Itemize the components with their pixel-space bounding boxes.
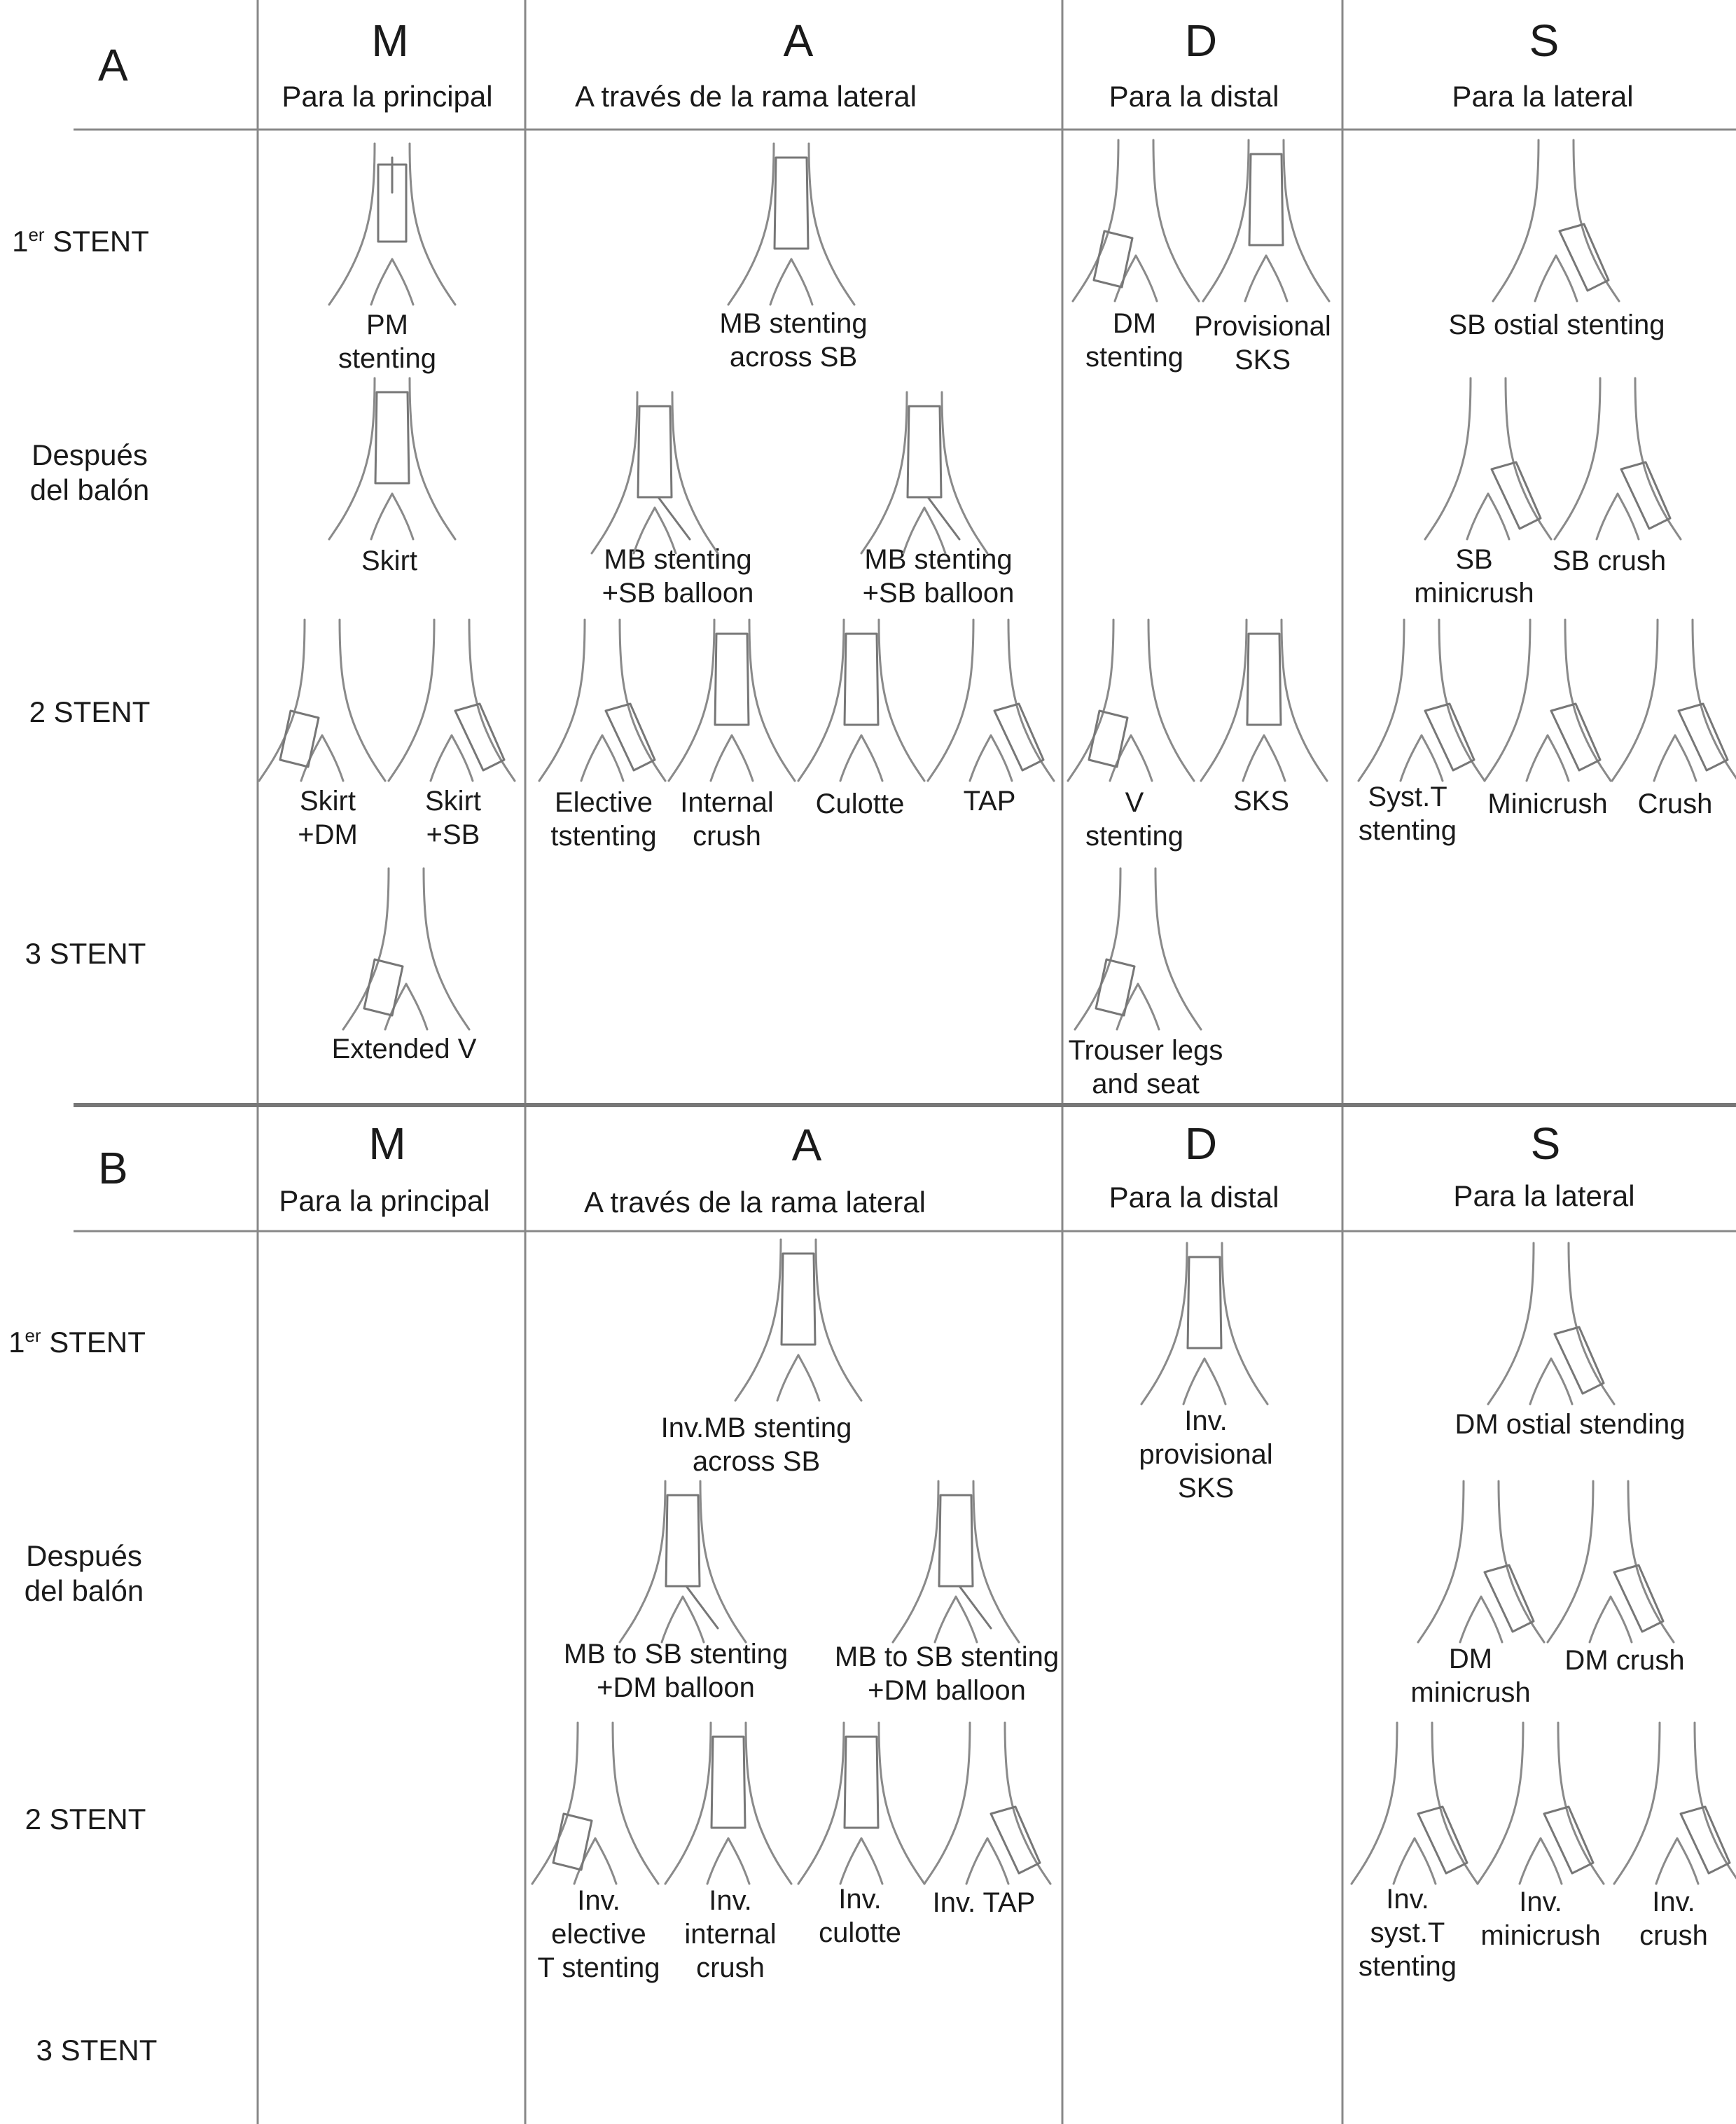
col-a-subtitle: A través de la rama lateral [584,1186,926,1219]
stent-outline [638,406,672,497]
technique-label: Elective tstenting [550,787,657,852]
bifurcation-sketch [1359,620,1485,788]
technique-label: Skirt +SB [425,786,481,850]
vessel-wall [431,735,473,781]
stent-outline [1247,634,1281,725]
vessel-wall [809,144,854,305]
technique-label: MB to SB stenting +DM balloon [563,1639,789,1703]
stent-outline [928,497,959,539]
vessel-wall [669,620,714,781]
technique-label: Inv. internal crush [684,1885,777,1983]
bifurcation-sketch [728,144,854,312]
vessel-wall [329,378,375,539]
stent-outline [711,1737,745,1828]
stent-outline [686,1586,718,1628]
vessel-wall [1073,140,1118,301]
vessel-wall [1535,256,1577,301]
vessel-wall [879,620,924,781]
vessel-wall [592,392,637,553]
bifurcation-sketch [1614,1723,1736,1891]
col-m-letter: M [371,15,409,66]
vessel-wall [424,868,469,1029]
stent-outline [959,1586,991,1628]
stent-outline [658,497,690,539]
col-d-subtitle: Para la distal [1109,80,1279,113]
vessel-wall [879,1723,924,1884]
vessel-wall [798,1723,844,1884]
stent-outline [666,1495,700,1586]
stent-outline [1249,154,1283,245]
vessel-wall [389,620,434,781]
vessel-wall [1612,620,1658,781]
technique-label: TAP [963,786,1016,817]
vessel-wall [1695,1723,1736,1884]
vessel-wall [620,1481,665,1642]
vessel-wall [840,1838,882,1884]
bifurcation-sketch [1203,140,1329,308]
vessel-wall [574,1838,616,1884]
technique-label: Skirt +DM [298,786,358,850]
stent-outline [553,1814,592,1870]
vessel-wall [770,259,812,305]
vessel-wall [1425,378,1471,539]
stent-outline [1089,711,1127,767]
row-label-1st-stent: 1er STENT [12,224,149,258]
technique-label: Inv.MB stenting across SB [660,1412,852,1477]
vessel-wall [259,620,305,781]
technique-label: Inv. minicrush [1480,1887,1601,1951]
stent-outline [845,634,878,725]
vessel-wall [665,1723,711,1884]
vessel-wall [735,1240,781,1401]
vessel-wall [1203,140,1249,301]
stent-outline [1096,959,1134,1015]
vessel-wall [893,1481,938,1642]
technique-label: SB ostial stenting [1448,310,1665,340]
col-a-letter: A [783,15,814,66]
vessel-wall [903,508,945,553]
stent-outline [1188,1257,1221,1348]
technique-label: MB stenting +SB balloon [602,544,754,609]
row-label-after-balloon: Después del balón [29,438,150,507]
vessel-wall [1654,735,1696,781]
vessel-wall [1153,140,1199,301]
vessel-wall [1155,868,1201,1029]
row-label-2-stent: 2 STENT [25,1803,146,1835]
vessel-wall [1590,1597,1632,1642]
stent-outline [845,1737,878,1828]
stent-outline [1094,231,1132,287]
vessel-wall [340,620,385,781]
vessel-wall [1597,494,1639,539]
vessel-wall [371,259,413,305]
col-s-letter: S [1529,15,1560,66]
vessel-wall [973,1481,1019,1642]
vessel-wall [1530,1359,1572,1404]
technique-label: Inv. provisional SKS [1139,1405,1273,1504]
vessel-wall [1284,140,1329,301]
stent-outline [782,1254,815,1345]
vessel-wall [1467,494,1509,539]
vessel-wall [1115,256,1157,301]
technique-label: MB stenting +SB balloon [862,544,1015,609]
bifurcation-sketch [798,620,924,788]
row-label-3-stent: 3 STENT [25,937,146,970]
row-label-after-balloon: Después del balón [24,1539,144,1608]
technique-label: Syst.T stenting [1358,782,1457,846]
vessel-wall [840,735,882,781]
stent-outline [280,711,319,767]
vessel-wall [1141,1243,1187,1404]
stent-outline [908,406,941,497]
bifurcation-sketch [343,868,469,1036]
technique-label: Inv. crush [1639,1887,1708,1951]
bifurcation-sketch [1485,620,1611,788]
technique-label: Trouser legs and seat [1068,1035,1223,1099]
technique-label: Inv. syst.T stenting [1358,1884,1457,1982]
col-a-subtitle: A través de la rama lateral [575,80,917,113]
technique-label: Crush [1637,789,1713,819]
bifurcation-sketch [1352,1723,1478,1891]
vessel-wall [746,1723,791,1884]
bifurcation-sketch [1548,1481,1674,1649]
bifurcation-sketch [329,144,455,312]
technique-label: Inv. TAP [932,1887,1036,1918]
bifurcation-sketch [665,1723,791,1891]
vessel-wall [1282,620,1327,781]
vessel-wall [371,494,413,539]
bifurcation-sketch [539,620,665,788]
bifurcation-sketch [1425,378,1551,546]
col-s-letter: S [1530,1118,1561,1169]
bifurcation-sketch [1493,140,1619,308]
bifurcation-sketch [259,620,385,788]
vessel-wall [861,392,907,553]
vessel-wall [711,735,753,781]
vessel-wall [1117,984,1159,1029]
vessel-wall [1148,620,1194,781]
col-a-letter: A [791,1120,822,1170]
technique-label: SKS [1232,786,1290,817]
vessel-wall [700,1481,746,1642]
technique-label: SB crush [1552,546,1667,576]
technique-label: DM stenting [1085,308,1184,373]
bifurcation-sketch [798,1723,924,1891]
bifurcation-sketch [592,392,718,560]
vessel-wall [1493,140,1539,301]
bifurcation-sketch [735,1240,861,1408]
col-s-subtitle: Para la lateral [1452,80,1634,113]
bifurcation-sketch [1068,620,1194,788]
vessel-wall [935,1597,977,1642]
vessel-wall [1488,1243,1534,1404]
row-label-2-stent: 2 STENT [29,695,151,728]
vessel-wall [634,508,676,553]
vessel-wall [532,1723,578,1884]
panel-a-label: A [98,40,128,90]
vessel-wall [343,868,389,1029]
vessel-wall [672,392,718,553]
bifurcation-sketch [1612,620,1736,788]
col-d-letter: D [1184,1118,1218,1169]
row-label-3-stent: 3 STENT [36,2034,158,2067]
vessel-wall [1418,1481,1464,1642]
vessel-wall [1527,735,1569,781]
vessel-wall [539,620,585,781]
vessel-wall [1075,868,1120,1029]
bifurcation-sketch [1478,1723,1604,1891]
vessel-wall [1245,256,1287,301]
technique-label: Skirt [361,546,417,576]
technique-label: PM stenting [338,310,437,374]
bifurcation-sketch [928,620,1054,788]
vessel-wall [385,984,427,1029]
col-m-subtitle: Para la principal [282,80,493,113]
bifurcation-sketch [389,620,515,788]
vessel-wall [613,1723,658,1884]
vessel-wall [966,1838,1008,1884]
vessel-wall [707,1838,749,1884]
bifurcation-sketch [861,392,987,560]
bifurcation-sketch [1201,620,1327,788]
technique-label: DM minicrush [1410,1644,1531,1708]
bifurcation-sketch [893,1481,1019,1649]
vessel-wall [928,620,973,781]
bifurcation-sketch [1418,1481,1544,1649]
vessel-wall [1183,1359,1225,1404]
vessel-wall [1460,1597,1502,1642]
technique-label: Internal crush [680,787,774,852]
technique-label: Inv. elective T stenting [537,1885,660,1983]
vessel-wall [970,735,1012,781]
stent-outline [375,392,409,483]
vessel-wall [1401,735,1443,781]
vessel-wall [410,144,455,305]
technique-label: V stenting [1085,787,1184,852]
vessel-wall [942,392,987,553]
col-d-subtitle: Para la distal [1109,1181,1279,1214]
bifurcation-sketch [532,1723,658,1891]
vessel-wall [728,144,774,305]
col-s-subtitle: Para la lateral [1453,1179,1635,1212]
technique-label: DM ostial stending [1454,1409,1686,1440]
vessel-wall [581,735,623,781]
vessel-wall [1201,620,1247,781]
bifurcation-sketch [1488,1243,1614,1411]
vessel-wall [816,1240,861,1401]
bifurcation-sketch [924,1723,1050,1891]
vessel-wall [410,378,455,539]
vessel-wall [1068,620,1113,781]
vessel-wall [1614,1723,1660,1884]
stent-outline [364,959,403,1015]
row-label-1st-stent: 1er STENT [8,1325,146,1359]
vessel-wall [749,620,795,781]
vessel-wall [1656,1838,1698,1884]
vessel-wall [924,1723,970,1884]
vessel-wall [777,1355,819,1401]
technique-label: MB to SB stenting +DM balloon [834,1641,1060,1706]
stent-outline [775,158,808,249]
vessel-wall [1243,735,1285,781]
technique-label: Provisional SKS [1194,311,1331,375]
bifurcation-sketch [1073,140,1199,308]
stent-outline [939,1495,973,1586]
technique-label: Culotte [815,789,905,819]
vessel-wall [1359,620,1404,781]
vessel-wall [301,735,343,781]
vessel-wall [1222,1243,1268,1404]
technique-label: Inv. culotte [819,1884,901,1948]
col-m-letter: M [368,1118,406,1169]
bifurcation-sketch [1075,868,1201,1036]
vessel-wall [1548,1481,1593,1642]
vessel-wall [798,620,844,781]
vessel-wall [1110,735,1152,781]
vessel-wall [1478,1723,1523,1884]
vessel-wall [1394,1838,1436,1884]
bifurcation-sketch [1555,378,1681,546]
bifurcation-sketch [669,620,795,788]
vessel-wall [1520,1838,1562,1884]
bifurcation-sketch [1141,1243,1268,1411]
vessel-wall [1352,1723,1397,1884]
technique-label: Minicrush [1487,789,1608,819]
bifurcation-sketch [620,1481,746,1649]
technique-label: SB minicrush [1414,544,1534,609]
vessel-wall [1485,620,1530,781]
vessel-wall [1555,378,1600,539]
col-d-letter: D [1184,15,1218,66]
technique-label: DM crush [1564,1645,1685,1676]
technique-label: MB stenting across SB [719,308,868,373]
vessel-wall [329,144,375,305]
panel-b-label: B [98,1143,128,1193]
technique-label: Extended V [331,1034,477,1064]
bifurcation-sketch [329,378,455,546]
vessel-wall [662,1597,704,1642]
col-m-subtitle: Para la principal [279,1184,490,1217]
stent-outline [715,634,749,725]
